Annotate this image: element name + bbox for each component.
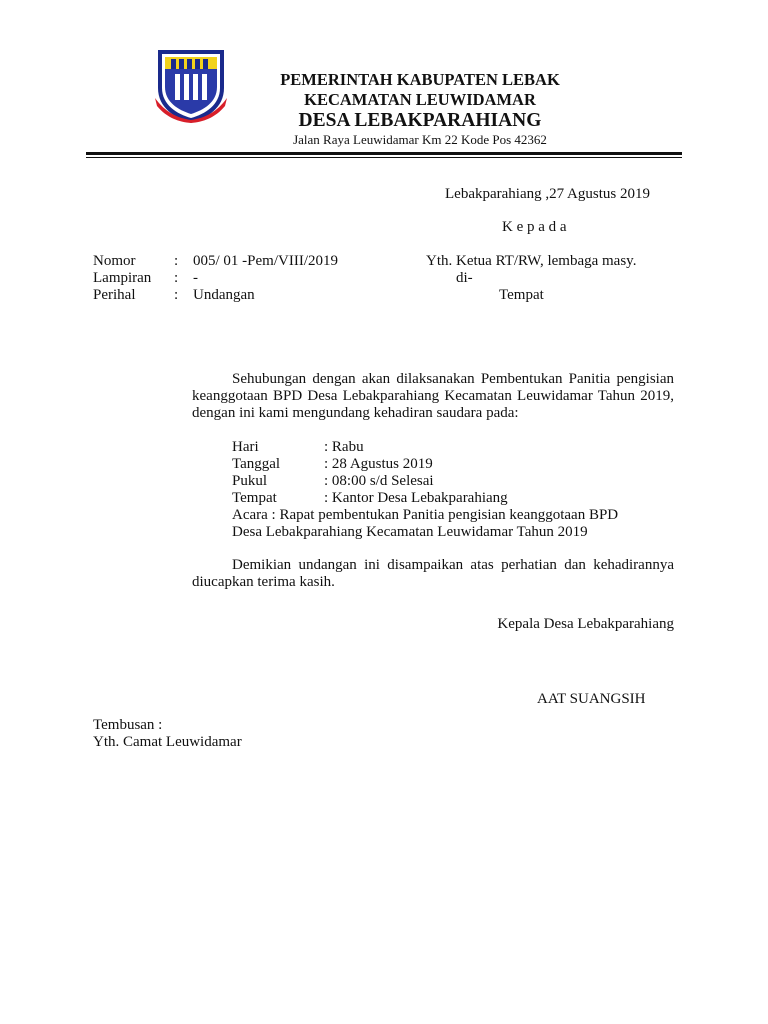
detail-acara-line2: Desa Lebakparahiang Kecamatan Leuwidamar Tahun 2019 [232, 524, 588, 540]
letterhead-divider-thick [86, 152, 682, 155]
detail-label-pukul: Pukul [232, 473, 268, 489]
meta-sep: : [174, 270, 179, 286]
meta-value-nomor: 005/ 01 -Pem/VIII/2019 [193, 253, 338, 269]
meta-sep: : [174, 287, 179, 303]
letterhead-address: Jalan Raya Leuwidamar Km 22 Kode Pos 42362 [293, 132, 547, 147]
detail-value-tempat: : Kantor Desa Lebakparahiang [324, 490, 508, 506]
detail-label-tempat: Tempat [232, 490, 277, 506]
detail-value-pukul: : 08:00 s/d Selesai [324, 473, 434, 489]
detail-value-hari: : Rabu [324, 439, 364, 455]
meta-label-lampiran: Lampiran [93, 270, 152, 286]
cc-recipient: Yth. Camat Leuwidamar [93, 734, 242, 750]
kepada-label: K e p a d a [502, 219, 567, 235]
meta-label-nomor: Nomor [93, 253, 136, 269]
signature-name: AAT SUANGSIH [537, 691, 646, 707]
detail-label-hari: Hari [232, 439, 259, 455]
detail-value-tanggal: : 28 Agustus 2019 [324, 456, 433, 472]
recipient-di: di- [456, 270, 473, 286]
recipient-place: Tempat [499, 287, 544, 303]
letterhead-government: PEMERINTAH KABUPATEN LEBAK [280, 70, 560, 89]
detail-acara-line1: Acara : Rapat pembentukan Panitia pengisian keanggotaan BPD [232, 507, 619, 523]
recipient-line: Yth. Ketua RT/RW, lembaga masy. [426, 253, 637, 269]
body-intro-paragraph: Sehubungan dengan akan dilaksanakan Pembentukan Panitia pengisian keanggotaan BPD Desa Lebakparahiang Kecamatan Leuwidamar Tahun 2019, dengan ini kami mengundang kehadiran saudara pada: [192, 371, 674, 421]
letter-date: Lebakparahiang ,27 Agustus 2019 [445, 186, 650, 202]
letterhead-divider-thin [86, 157, 682, 158]
letterhead-district: KECAMATAN LEUWIDAMAR [304, 90, 536, 109]
detail-label-tanggal: Tanggal [232, 456, 281, 472]
body-closing-paragraph: Demikian undangan ini disampaikan atas perhatian dan kehadirannya diucapkan terima kasih. [192, 557, 674, 590]
meta-sep: : [174, 253, 179, 269]
letterhead-village: DESA LEBAKPARAHIANG [298, 110, 542, 131]
meta-value-perihal: Undangan [193, 287, 255, 303]
cc-label: Tembusan : [93, 717, 163, 733]
meta-label-perihal: Perihal [93, 287, 136, 303]
regency-crest-icon [153, 46, 229, 124]
signature-title: Kepala Desa Lebakparahiang [497, 616, 674, 632]
meta-value-lampiran: - [193, 270, 198, 286]
